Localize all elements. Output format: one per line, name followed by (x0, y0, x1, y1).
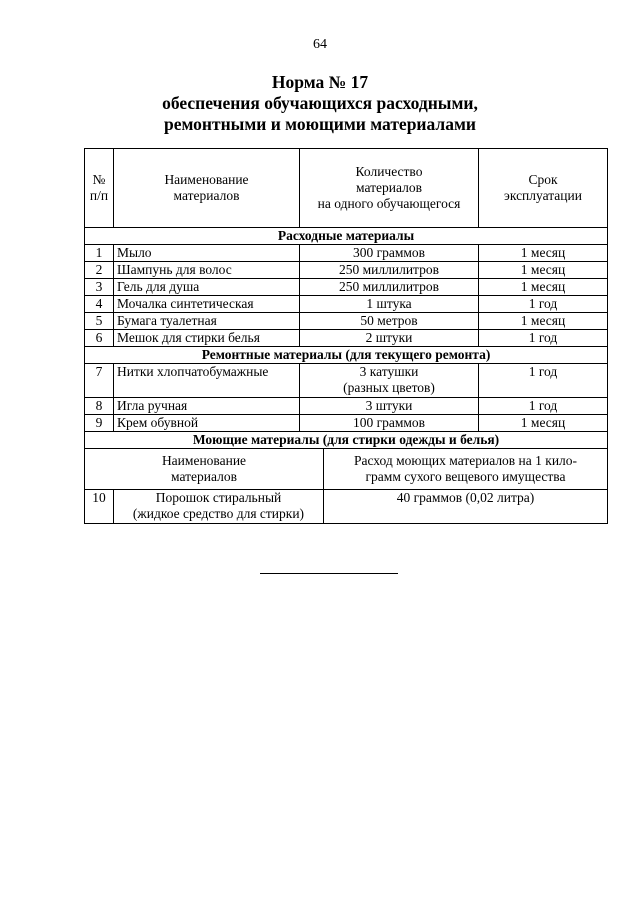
row-name: Мыло (114, 245, 300, 262)
row-qty: 250 миллилитров (300, 262, 479, 279)
row-name: Игла ручная (114, 398, 300, 415)
section-title: Ремонтные материалы (для текущего ремонта) (85, 347, 608, 364)
row-qty: 300 граммов (300, 245, 479, 262)
table-row (85, 245, 608, 262)
row-term: 1 месяц (479, 415, 608, 432)
row-name: Крем обувной (114, 415, 300, 432)
row-num: 10 (85, 490, 114, 524)
row-num: 6 (85, 330, 114, 347)
row-num: 5 (85, 313, 114, 330)
detergent-header-consumption: Расход моющих материалов на 1 кило- грамм сухого вещевого имущества (324, 449, 608, 490)
table-row (85, 279, 608, 296)
document-title (0, 72, 640, 135)
row-term: 1 год (479, 296, 608, 313)
section-title: Расходные материалы (85, 228, 608, 245)
detergent-header-row (85, 449, 608, 490)
row-qty: 250 миллилитров (300, 279, 479, 296)
title-line-2: обеспечения обучающихся расходными, (162, 93, 478, 113)
row-num: 8 (85, 398, 114, 415)
row-term: 1 год (479, 398, 608, 415)
title-line-1: Норма № 17 (271, 72, 369, 92)
section-row-repair (85, 347, 608, 364)
table-row (85, 313, 608, 330)
table-row (85, 262, 608, 279)
row-term: 1 год (479, 330, 608, 347)
page-number: 64 (313, 37, 327, 52)
section-row-detergents (85, 432, 608, 449)
row-name: Мочалка синтетическая (114, 296, 300, 313)
header-qty: Количество материалов на одного обучающегося (300, 149, 479, 228)
row-num: 1 (85, 245, 114, 262)
row-num: 4 (85, 296, 114, 313)
row-term: 1 год (479, 364, 608, 398)
table-row (85, 490, 608, 524)
row-name: Мешок для стирки белья (114, 330, 300, 347)
row-term: 1 месяц (479, 279, 608, 296)
header-name: Наименование материалов (114, 149, 300, 228)
table-row (85, 330, 608, 347)
table-row (85, 296, 608, 313)
closing-rule (260, 573, 398, 574)
table-row (85, 415, 608, 432)
row-num: 7 (85, 364, 114, 398)
row-qty: 3 катушки (разных цветов) (300, 364, 479, 398)
detergent-header-name: Наименование материалов (85, 449, 324, 490)
row-term: 1 месяц (479, 262, 608, 279)
table-header-row (85, 149, 608, 228)
row-qty: 1 штука (300, 296, 479, 313)
row-qty: 3 штуки (300, 398, 479, 415)
table-row (85, 364, 608, 398)
section-row-consumables (85, 228, 608, 245)
row-term: 1 месяц (479, 313, 608, 330)
row-name: Шампунь для волос (114, 262, 300, 279)
row-num: 9 (85, 415, 114, 432)
row-name: Бумага туалетная (114, 313, 300, 330)
row-consumption: 40 граммов (0,02 литра) (324, 490, 608, 524)
row-qty: 50 метров (300, 313, 479, 330)
row-name: Гель для душа (114, 279, 300, 296)
row-qty: 2 штуки (300, 330, 479, 347)
section-title: Моющие материалы (для стирки одежды и белья) (85, 432, 608, 449)
row-name: Нитки хлопчатобумажные (114, 364, 300, 398)
table-row (85, 398, 608, 415)
header-num: № п/п (85, 149, 114, 228)
row-term: 1 месяц (479, 245, 608, 262)
row-name: Порошок стиральный (жидкое средство для стирки) (114, 490, 324, 524)
title-line-3: ремонтными и моющими материалами (163, 114, 476, 134)
norm-table (84, 148, 608, 524)
header-term: Срок эксплуатации (479, 149, 608, 228)
row-qty: 100 граммов (300, 415, 479, 432)
row-num: 2 (85, 262, 114, 279)
row-num: 3 (85, 279, 114, 296)
